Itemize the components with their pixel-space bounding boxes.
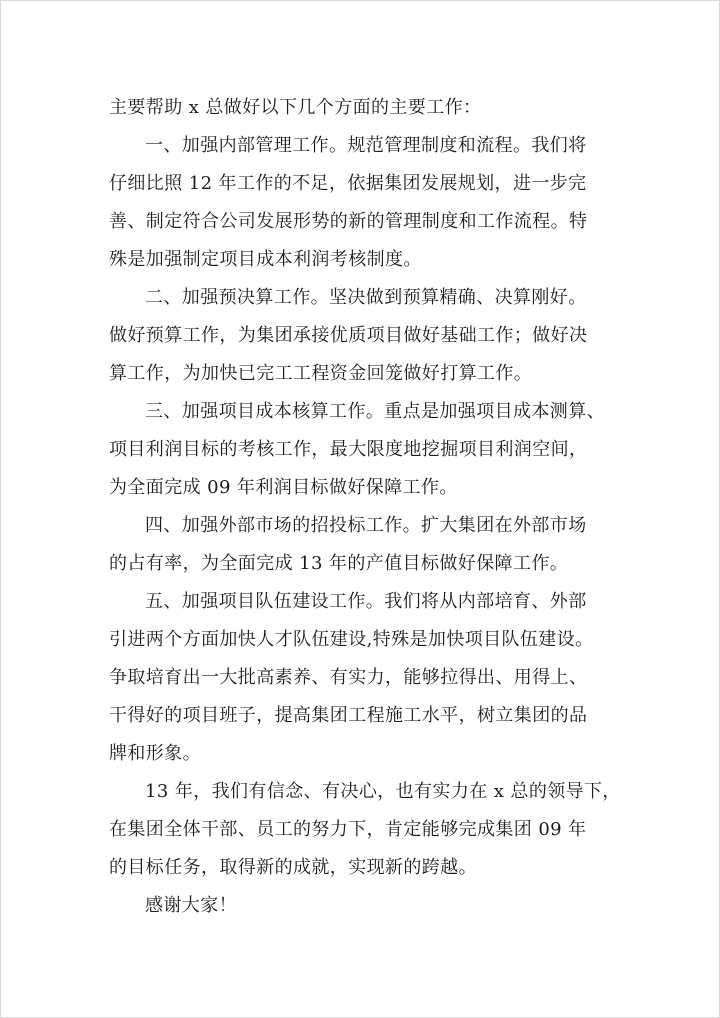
paragraph-line: 二、加强预决算工作。坚决做到预算精确、决算刚好。	[145, 287, 587, 308]
paragraph-2	[109, 279, 615, 393]
paragraph-line: 做好预算工作，为集团承接优质项目做好基础工作；做好决	[109, 325, 588, 346]
paragraph-line: 牌和形象。	[109, 743, 201, 764]
paragraph-line: 四、加强外部市场的招投标工作。扩大集团在外部市场	[145, 515, 587, 536]
paragraph-line: 在集团全体干部、员工的努力下，肯定能够完成集团 09 年	[109, 819, 587, 840]
paragraph-line: 引进两个方面加快人才队伍建设,特殊是加快项目队伍建设。	[109, 629, 594, 650]
paragraph-line: 殊是加强制定项目成本利润考核制度。	[109, 249, 422, 270]
paragraph-line: 13 年，我们有信念、有决心，也有实力在 x 总的领导下，	[145, 781, 621, 802]
document-body	[109, 89, 621, 925]
paragraph-line: 的目标任务，取得新的成就，实现新的跨越。	[109, 857, 477, 878]
paragraph-line: 仔细比照 12 年工作的不足，依据集团发展规划，进一步完	[109, 173, 587, 194]
paragraph-5	[109, 583, 615, 773]
paragraph-3	[109, 393, 615, 507]
paragraph-line: 为全面完成 09 年利润目标做好保障工作。	[109, 477, 458, 498]
paragraph-line: 项目利润目标的考核工作，最大限度地挖掘项目利润空间，	[109, 439, 588, 460]
paragraph-1	[109, 127, 615, 279]
paragraph-4	[109, 507, 615, 583]
intro-line: 主要帮助 x 总做好以下几个方面的主要工作：	[109, 97, 482, 118]
paragraph-6	[109, 773, 621, 887]
paragraph-line: 五、加强项目队伍建设工作。我们将从内部培育、外部	[145, 591, 587, 612]
paragraph-line: 三、加强项目成本核算工作。重点是加强项目成本测算、	[145, 401, 605, 422]
paragraph-line: 算工作，为加快已完工工程资金回笼做好打算工作。	[109, 363, 533, 384]
paragraph-line: 争取培育出一大批高素养、有实力，能够拉得出、用得上、	[109, 667, 588, 688]
paragraph-line: 的占有率，为全面完成 13 年的产值目标做好保障工作。	[109, 553, 569, 574]
closing-line: 感谢大家！	[145, 895, 237, 916]
paragraph-line: 干得好的项目班子，提高集团工程施工水平，树立集团的品	[109, 705, 588, 726]
paragraph-line: 一、加强内部管理工作。规范管理制度和流程。我们将	[145, 135, 587, 156]
paragraph-line: 善、制定符合公司发展形势的新的管理制度和工作流程。特	[109, 211, 588, 232]
